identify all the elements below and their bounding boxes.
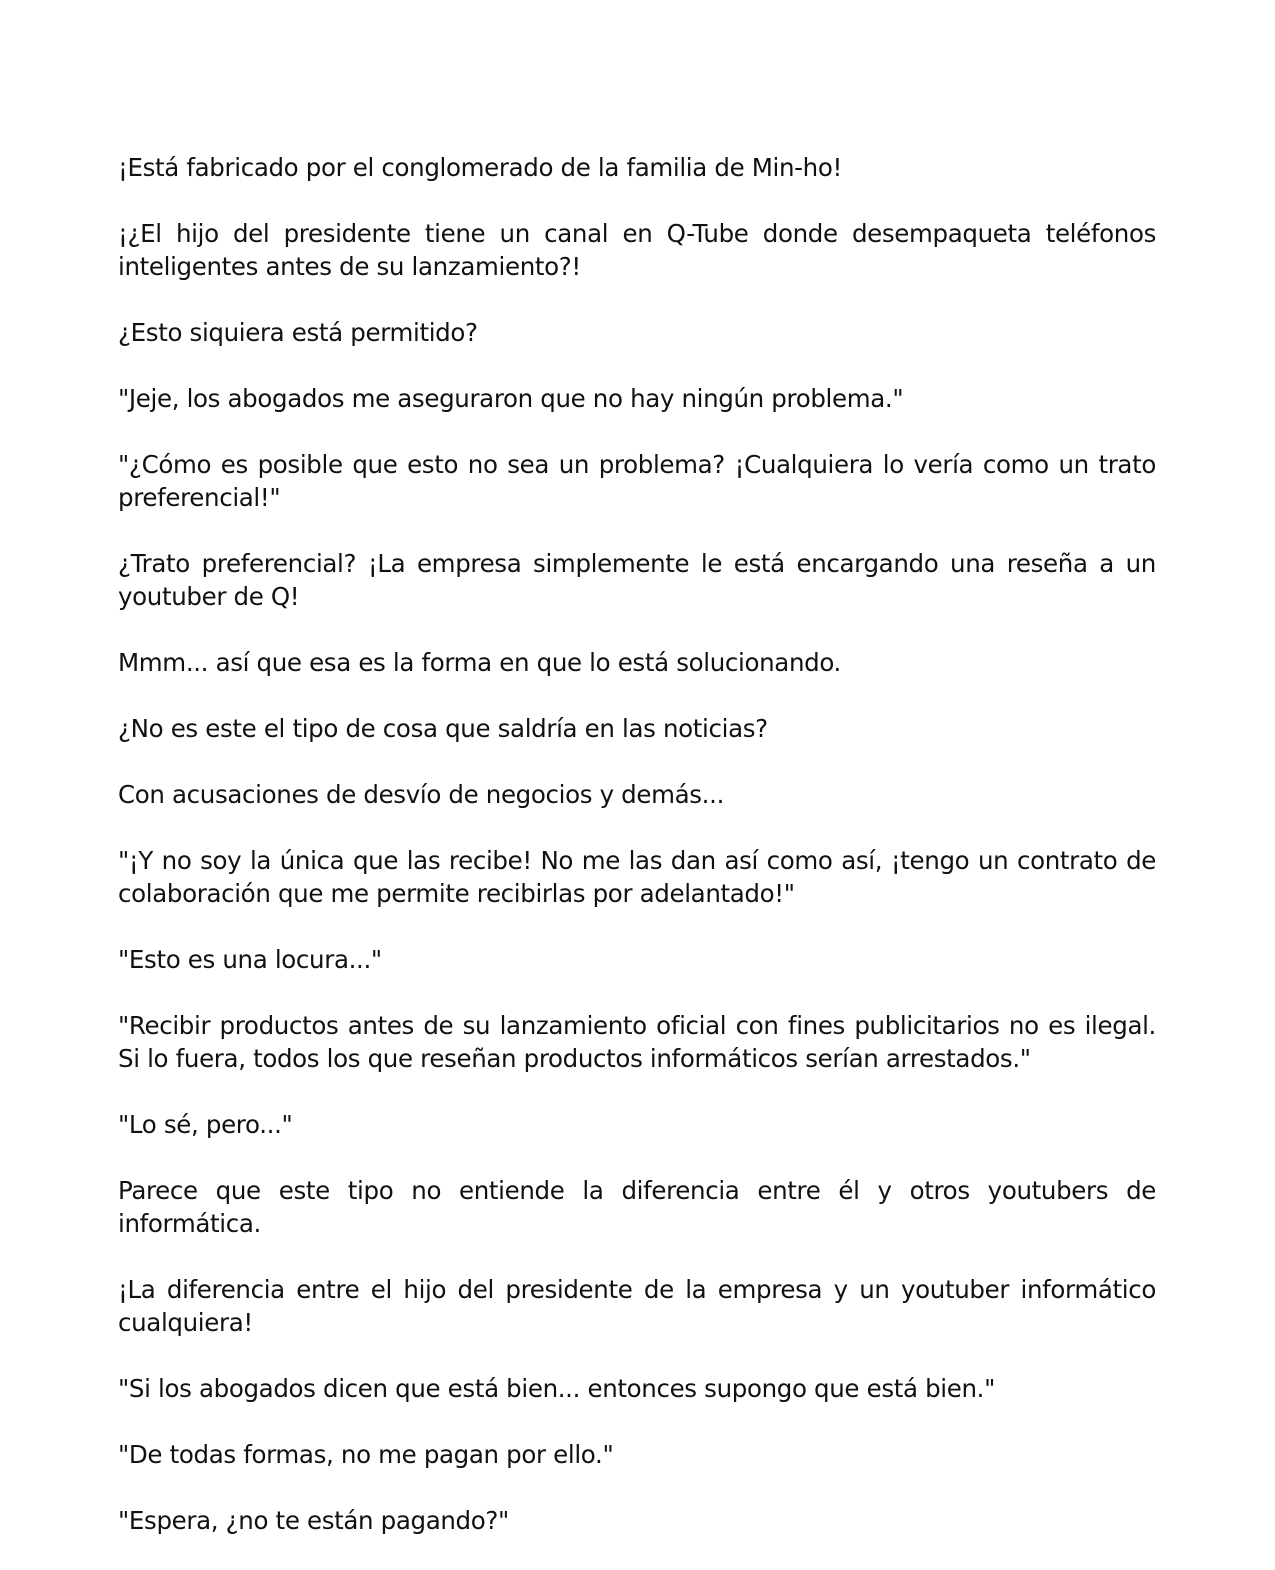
paragraph: ¿No es este el tipo de cosa que saldría en las noticias? (118, 714, 768, 743)
paragraph: Mmm... así que esa es la forma en que lo está solucionando. (118, 648, 841, 677)
document-body (118, 151, 1156, 1570)
paragraph: "Esto es una locura..." (118, 945, 382, 974)
paragraph: "Espera, ¿no te están pagando?" (118, 1506, 509, 1535)
paragraph: ¿Esto siquiera está permitido? (118, 318, 478, 347)
paragraph: "¡Y no soy la única que las recibe! No me las dan así como así, ¡tengo un contrato de colaboración que me permite recibirlas por adelantado!" (118, 846, 1156, 908)
paragraph: ¿Trato preferencial? ¡La empresa simplemente le está encargando una reseña a un youtuber de Q! (118, 549, 1156, 611)
paragraph: "¿Cómo es posible que esto no sea un problema? ¡Cualquiera lo vería como un trato preferencial!" (118, 450, 1156, 512)
paragraph: ¡¿El hijo del presidente tiene un canal en Q-Tube donde desempaqueta teléfonos inteligentes antes de su lanzamiento?! (118, 219, 1156, 281)
paragraph: "De todas formas, no me pagan por ello." (118, 1440, 614, 1469)
paragraph: ¡La diferencia entre el hijo del presidente de la empresa y un youtuber informático cualquiera! (118, 1275, 1156, 1337)
paragraph: "Lo sé, pero..." (118, 1110, 293, 1139)
paragraph: Parece que este tipo no entiende la diferencia entre él y otros youtubers de informática. (118, 1176, 1156, 1238)
paragraph: "Recibir productos antes de su lanzamiento oficial con fines publicitarios no es ilegal. Si lo fuera, todos los que reseñan productos informáticos serían arrestados." (118, 1011, 1156, 1073)
paragraph: "Jeje, los abogados me aseguraron que no hay ningún problema." (118, 384, 904, 413)
paragraph: ¡Está fabricado por el conglomerado de la familia de Min-ho! (118, 153, 842, 182)
paragraph: "Si los abogados dicen que está bien... entonces supongo que está bien." (118, 1374, 996, 1403)
paragraph: Con acusaciones de desvío de negocios y demás... (118, 780, 725, 809)
